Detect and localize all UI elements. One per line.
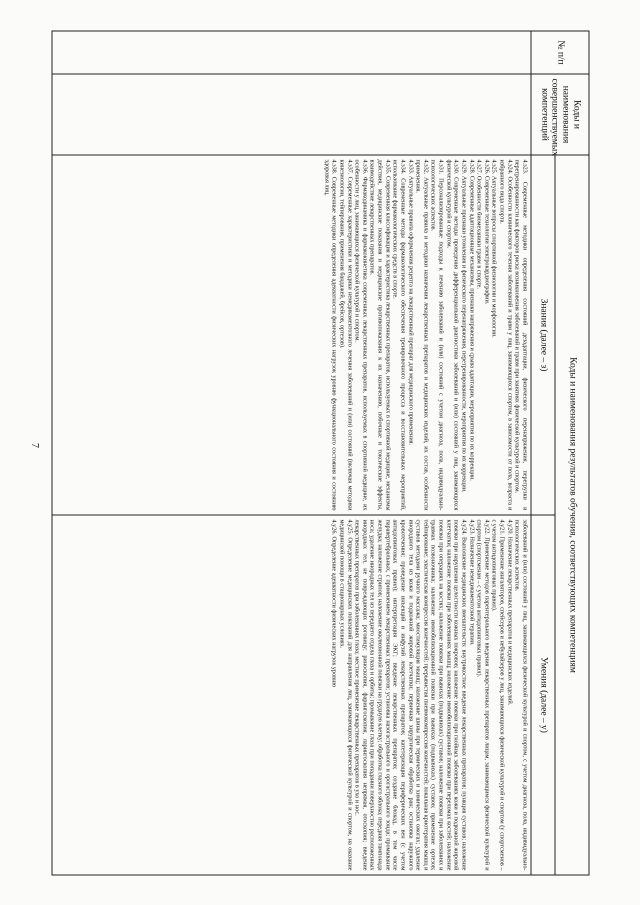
knowledge-item: 4.з24. Особенности клинического течения заболеваний и травм у лиц, занимающихся спортом, в зависимости от пола, возраста и избранного вида спорта. — [498, 159, 514, 511]
knowledge-item: 4.з31. Персонализированные подходы к лечению заболеваний и (или) состояний с учетом диагноза, пола, индивидуально-психологических аспектов. — [430, 159, 445, 511]
header-competency-codes: Коды и наименования совершенствуемых компетенций — [531, 74, 589, 155]
knowledge-item: 4.з35. Современная классификация и характеристика лекарственных препаратов, используемых в спортивной медицине, механизмы действия, медицинские показания и медицинские противопоказания к их назначению, побочные и токсические эффекты, взаимодействие лекарственных препаратов. — [369, 159, 392, 511]
knowledge-item: 4.з33. Актуальные правила оформления рецепта на лекарственный препарат для медицинского применения. — [407, 159, 415, 446]
page-number: 7 — [29, 443, 40, 448]
knowledge-item: 4.з36. Фармакодинамика и фармакокинетика современных лекарственных препаратов, используемых в спортивной медицине, их особенности у лиц, занимающихся физической культурой и спортом. — [353, 159, 369, 511]
knowledge-item: 4.з26. Современные технологии электрокардиографии. — [483, 159, 491, 305]
cell-knowledge — [52, 155, 531, 515]
header-knowledge: Знания (далее – з) — [531, 155, 555, 515]
skill-item: 4.у21. Применение ингаляторов, спейсеров и небулайзеров у лиц, занимающихся физической культурой и спортом (у спортсменов – с учетом антидопинговых правил). — [491, 519, 506, 871]
knowledge-item: 4.з30. Современные методы проведения дифференциальной диагностики заболеваний и (или) состояний у лиц, занимающихся физической культурой и спортом. — [445, 159, 460, 511]
table-row — [52, 31, 531, 875]
skill-item: 4.у22. Применение методов парентерального введения лекарственных препаратов лицам, занимающимся физической культурой и спортом (спортсменам – с учетом антидопинговых правил). — [475, 519, 491, 871]
skill-item: заболеваний и (или) состояний у лиц, занимающихся физической культурой и спортом, с учетом диагноза, пола, индивидуально-психологических аспектов. — [513, 519, 529, 871]
header-skills: Умения (далее – у) — [531, 515, 555, 875]
knowledge-item: 4.з32. Актуальные правила и методики назначения лекарственных препаратов и медицинских изделий, их состав, особенности применения. — [414, 159, 430, 511]
knowledge-item: 4.з25. Актуальные вопросы спортивной физиологии и морфологии. — [491, 159, 498, 338]
table-header-row — [555, 31, 589, 875]
knowledge-item: 4.з28. Современные адаптационные механизмы, признаки напряжения и срыва адаптации, мероприятия по их коррекции. — [468, 159, 476, 481]
knowledge-item: 4.з23. Современные методики определения состояний дезадаптации, физического перенапряжения, перегрузки и перетренированности как факторов риска возникновения заболеваний и травм при занятиях физической культурой и спортом. — [513, 159, 529, 511]
competency-table — [52, 31, 590, 876]
table-subheader-row — [531, 31, 555, 875]
header-num: № п/п — [531, 31, 589, 74]
knowledge-item: 4.з37. Современные характеристики и методики немедикаментозного лечения заболеваний и (или) состояний (включая методики кинезиологии, тейпирования, применения бандажей, брейсов, ортезов). — [338, 159, 354, 511]
competency-table-page — [52, 31, 590, 876]
skill-item: 4.у23. Назначение немедикаментозной терапии. — [468, 519, 476, 646]
knowledge-item: 4.з34. Современные методы фармакологического обеспечения тренировочного процесса и восстановительных мероприятий, использование фармакологических средств в спорте. — [391, 159, 407, 511]
skill-item: 4.у24. Выполнение медицинских вмешательств: внутрикостное введение лекарственных препаратов; пункция суставов; наложение повязки при нарушении целостности кожных покровов; наложение повязки при гнойных заболеваниях кожи и подкожной жировой клетчатки; наложение повязки при заболеваниях мышц; наложение иммобилизационной повязки при переломах костей; наложение повязки при операциях на костях; наложение повязки при вывихах (подвывихах) суставов; наложение повязки при заболеваниях и травмах позвоночника; наложение иммобилизационной повязки при вывихах (подвывихах) суставов; применение ортезов; тейпирование; эластическая компрессия конечностей; прерывистая пневмокомпрессия конечностей; локальная криотерапия мышц и суставов методами ручного массажа; миостимуляция мышц; наложение шины при термических и химических ожогах; удаление инородного тела из кожи и подкожной жировой клетчатки; первичная хирургическая обработка ран; остановка наружного кровотечения; проведение инъекций и инфузий лекарственных препаратов; катетеризация периферических вен (с учетом антидопинговых правил); интерпретация ЭКГ; введение лекарственных препаратов; создание блокад, в том числе паравертебральных, с применением лекарственных препаратов; установка назогастрального и орогастрального зонда; промывание желудка; наложение стрипов; наложение окклюзионной повязки на грудную клетку; обработка глазного яблока; передняя тампонада носа; удаление инородных тел из переднего отдела глаза и орбиты; промывание глаза при попадании поверхностно расположенных инородных тел, не повреждающих роговицу; риноскопия, фарингоскопия, ларингоскопия непрямая, отоскопия; введение лекарственных препаратов при заболеваниях глаза; местное применение лекарственных препаратов в ухо и нос. — [353, 519, 468, 871]
knowledge-item: 4.з38. Современные методики определения адекватности физических нагрузок уровню функционального состояния и состоянию здоровья лиц, — [323, 159, 338, 511]
knowledge-item: 4.з29. Актуальные признаки утомления и физического перенапряжения, перетренированности, мероприятия по их коррекции. — [460, 159, 468, 493]
skill-item: 4.у20. Назначение лекарственных препаратов и медицинских изделий. — [506, 519, 514, 706]
cell-competency — [52, 74, 531, 155]
cell-skills — [52, 515, 531, 875]
cell-num — [52, 31, 531, 74]
skill-item: 4.у26. Определение адекватности физических нагрузок уровню — [330, 519, 338, 688]
knowledge-item: 4.з27. Особенности биомеханики травм в спорте. — [475, 159, 483, 289]
skill-item: 4.у25. Определение медицинских показаний для направления лиц, занимающихся физической культурой и спортом, на оказание медицинской помощи в стационарных условиях. — [338, 519, 354, 871]
header-learning-results: Коды и наименования результатов обучения, соответствующих компетенциям — [555, 155, 589, 875]
